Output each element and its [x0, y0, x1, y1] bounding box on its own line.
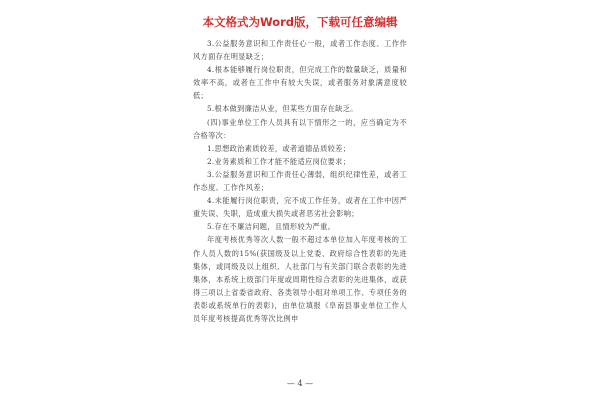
section-heading-paragraph: (四)事业单位工作人员具有以下情形之一的，应当确定为不合格等次：	[193, 117, 407, 140]
body-paragraph: 3.公益服务意识和工作责任心薄弱，组织纪律性差，或者工作态度、工作作风差；	[193, 169, 407, 193]
document-body	[193, 37, 407, 325]
body-paragraph: 1.思想政治素质较差，或者道德品质较差；	[207, 143, 351, 153]
body-paragraph: 5.存在不廉洁问题，且情形较为严重。	[207, 222, 336, 232]
body-paragraph: 5.根本做到廉洁从业，但某些方面存在缺乏。	[207, 104, 358, 114]
word-format-banner: 本文格式为Word版，下载可任意编辑	[202, 15, 398, 29]
body-paragraph: 2.业务素质和工作才能不能适应岗位要求；	[207, 156, 351, 166]
body-paragraph: 年度考核优秀等次人数一般不超过本单位加入年度考核的工作人员人数的15%(获国级及以上党委、政府综合性表彰的先进集体，或同级及以上组织、人社部门与有关部门联合表彰的先进集体，本系统上级部门年度或周期性综合表彰的先进集体，或获得三项以上省委省政府、各类领导小组对单项工作、专项任务的表彰或系统单行的表彰)，由单位填报《阜南县事业单位工作人员年度考核提高优秀等次比例申	[193, 235, 407, 323]
body-paragraph: 4.根本能够履行岗位职责，但完成工作的数量缺乏，质量和效率不高，或者在工作中有较大失误，或者服务对象满意度较低；	[193, 65, 407, 101]
body-paragraph: 3.公益服务意识和工作责任心一般，或者工作态度、工作作风方面存在明显缺乏；	[193, 39, 407, 62]
page-number: — 4 —	[286, 379, 314, 388]
body-paragraph: 4.未能履行岗位职责，完不成工作任务，或者在工作中因严重失误、失职，造成重大损失或者恶劣社会影响；	[193, 196, 407, 219]
